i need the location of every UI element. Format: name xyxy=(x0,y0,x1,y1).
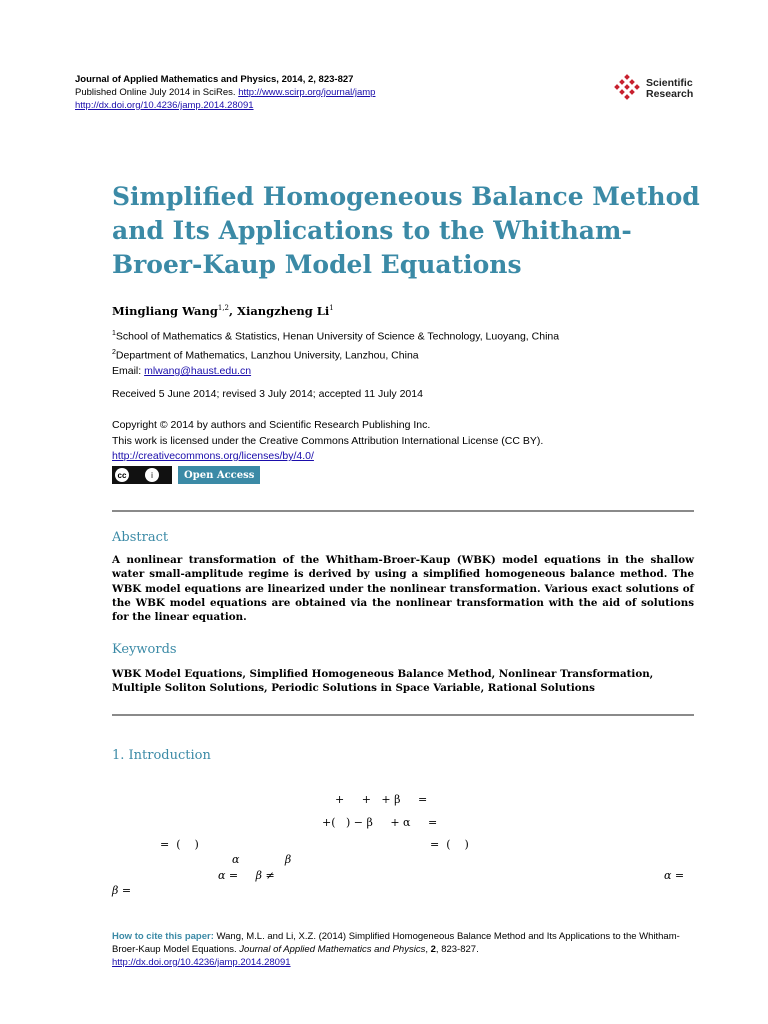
publisher-logo xyxy=(612,74,693,104)
license-link[interactable]: http://creativecommons.org/licenses/by/4.0/ xyxy=(112,450,314,462)
author-list xyxy=(112,304,334,318)
inline-math-5: α = xyxy=(664,869,685,882)
journal-header xyxy=(75,73,375,112)
divider-top xyxy=(112,510,694,512)
published-text: Published Online July 2014 in SciRes. xyxy=(75,87,239,98)
citation-journal: Journal of Applied Mathematics and Physics xyxy=(239,944,426,955)
citation-text-1: Wang, M.L. and Li, X.Z. (2014) Simplified Homogeneous Balance Method and Its Applications to the Whitham-Broer-Kaup Model Equations. xyxy=(112,931,680,955)
attribution-icon: i xyxy=(145,468,159,482)
paper-title: Simplified Homogeneous Balance Method and Its Applications to the Whitham-Broer-Kaup Model Equations xyxy=(112,182,700,279)
citation-text-2: , xyxy=(425,944,431,955)
abstract-text: A nonlinear transformation of the Whitham-Broer-Kaup (WBK) model equations in the shallow water small-amplitude regime is derived by using a simplified homogeneous balance method. The WBK model equations are linearized under the nonlinear transformation. Various exact solutions of the WBK model equations are obtained via the nonlinear transformation with the aid of solutions for the linear equation. xyxy=(112,554,694,624)
divider-bottom xyxy=(112,714,694,716)
affiliation-1-mark: 1 xyxy=(112,330,116,337)
author-2: Xiangzheng Li xyxy=(237,304,330,318)
license-line: This work is licensed under the Creative Commons Attribution International License (CC BY). xyxy=(112,434,544,447)
affiliation-2-mark: 2 xyxy=(112,349,116,356)
affiliation-2-text: Department of Mathematics, Lanzhou University, Lanzhou, China xyxy=(115,349,419,362)
equation-1-fragment: + + + β = xyxy=(335,793,428,806)
keywords-heading: Keywords xyxy=(112,642,177,657)
email-line xyxy=(112,364,559,380)
cc-by-badge[interactable] xyxy=(112,466,172,484)
email-label: Email: xyxy=(112,365,145,377)
inline-math-6: β = xyxy=(112,884,132,897)
equation-2-fragment: +( ) − β + α = xyxy=(322,816,438,829)
author-2-affil: 1 xyxy=(329,304,334,313)
citation-text-3: , 823-827. xyxy=(435,944,479,955)
inline-math-3: α β xyxy=(232,853,292,866)
license-badges xyxy=(112,466,260,484)
inline-math-4: α = β ≠ xyxy=(218,869,275,882)
journal-citation: Journal of Applied Mathematics and Physics, 2014, 2, 823-827 xyxy=(75,74,354,85)
affiliation-2 xyxy=(112,345,559,364)
author-1: Mingliang Wang xyxy=(112,304,218,318)
inline-math-1: = ( ) xyxy=(160,838,199,851)
email-link[interactable]: mlwang@haust.edu.cn xyxy=(144,365,252,377)
journal-url-link[interactable]: http://www.scirp.org/journal/jamp xyxy=(238,87,376,98)
citation-doi-link[interactable]: http://dx.doi.org/10.4236/jamp.2014.28091 xyxy=(112,957,291,968)
open-access-badge: Open Access xyxy=(178,466,260,484)
citation-block xyxy=(112,930,702,969)
affiliation-1 xyxy=(112,326,559,345)
author-separator: , xyxy=(229,304,238,318)
keywords-text: WBK Model Equations, Simplified Homogeneous Balance Method, Nonlinear Transformation, Multiple Soliton Solutions, Periodic Solutions in Space Variable, Rational Solutions xyxy=(112,668,654,695)
logo-text xyxy=(646,78,693,100)
abstract-heading: Abstract xyxy=(112,530,169,545)
author-1-affil: 1,2 xyxy=(217,304,230,313)
affiliations xyxy=(112,326,559,380)
published-line xyxy=(75,86,375,99)
logo-line2: Research xyxy=(646,88,694,100)
inline-math-2: = ( ) xyxy=(430,838,469,851)
scientific-research-logo-icon xyxy=(612,74,642,104)
affiliation-1-text: School of Mathematics & Statistics, Henan University of Science & Technology, Luoyang, China xyxy=(115,330,560,343)
cc-icon: cc xyxy=(115,468,129,482)
citation-label: How to cite this paper: xyxy=(112,931,217,942)
citation-volume: 2 xyxy=(430,944,436,955)
copyright-line: Copyright © 2014 by authors and Scientific Research Publishing Inc. xyxy=(112,419,431,431)
logo-line1: Scientific xyxy=(646,77,693,89)
copyright-block xyxy=(112,418,543,465)
introduction-heading: 1. Introduction xyxy=(112,748,211,763)
received-dates: Received 5 June 2014; revised 3 July 2014; accepted 11 July 2014 xyxy=(112,388,423,400)
header-doi-link[interactable]: http://dx.doi.org/10.4236/jamp.2014.28091 xyxy=(75,100,254,111)
